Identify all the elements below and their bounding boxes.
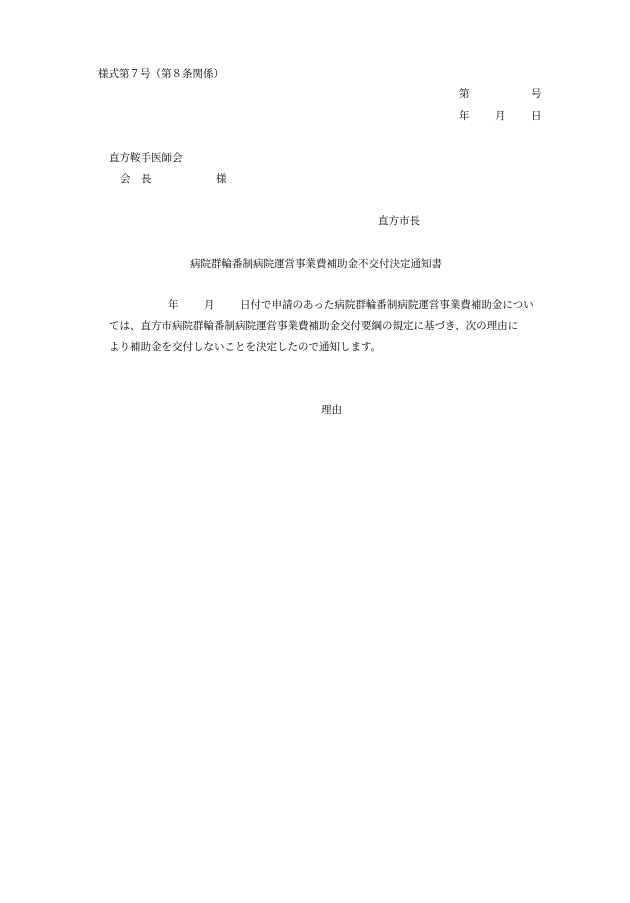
document-number-suffix: 号 bbox=[531, 88, 542, 100]
body-month-label: 月 bbox=[204, 299, 215, 311]
body-line-2: ては、直方市病院群輪番制病院運営事業費補助金交付要綱の規定に基づき、次の理由に bbox=[109, 320, 519, 332]
recipient-honorific: 様 bbox=[216, 173, 227, 185]
date-month-label: 月 bbox=[495, 110, 506, 122]
document-number-prefix: 第 bbox=[459, 88, 470, 100]
document-title: 病院群輪番制病院運営事業費補助金不交付決定通知書 bbox=[190, 258, 442, 270]
form-number: 様式第７号（第８条関係） bbox=[98, 68, 224, 80]
body-line-1: 日付で申請のあった病院群輪番制病院運営事業費補助金につい bbox=[240, 299, 534, 311]
recipient-title: 会 長 bbox=[120, 173, 152, 185]
reason-heading: 理由 bbox=[321, 404, 342, 416]
recipient-organization: 直方鞍手医師会 bbox=[109, 152, 183, 164]
date-year-label: 年 bbox=[459, 110, 470, 122]
body-year-label: 年 bbox=[168, 299, 179, 311]
date-day-label: 日 bbox=[531, 110, 542, 122]
body-line-3: より補助金を交付しないことを決定したので通知します。 bbox=[109, 341, 382, 353]
sender-name: 直方市長 bbox=[378, 215, 420, 227]
